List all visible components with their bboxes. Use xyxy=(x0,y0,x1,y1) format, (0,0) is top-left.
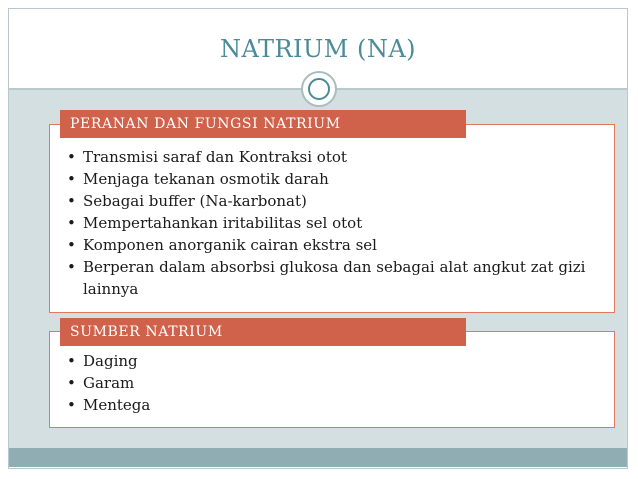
list-item: • Menjaga tekanan osmotik darah xyxy=(65,168,605,190)
list-item: • Berperan dalam absorbsi glukosa dan sebagai alat angkut zat gizi lainnya xyxy=(65,256,605,300)
section-heading-peranan: PERANAN DAN FUNGSI NATRIUM xyxy=(60,110,466,138)
slide-title: NATRIUM (NA) xyxy=(219,35,417,63)
circle-ornament-inner xyxy=(308,78,330,100)
list-item: • Transmisi saraf dan Kontraksi otot xyxy=(65,146,605,168)
list-item: • Komponen anorganik cairan ekstra sel xyxy=(65,234,605,256)
list-item: • Daging xyxy=(65,350,605,372)
section-heading-sumber: SUMBER NATRIUM xyxy=(60,318,466,346)
circle-ornament-icon xyxy=(301,71,337,107)
bottom-bar xyxy=(9,448,627,467)
list-item: • Mentega xyxy=(65,394,605,416)
peranan-list xyxy=(65,146,605,300)
sumber-list xyxy=(65,350,605,416)
list-item: • Sebagai buffer (Na-karbonat) xyxy=(65,190,605,212)
list-item: • Garam xyxy=(65,372,605,394)
list-item: • Mempertahankan iritabilitas sel otot xyxy=(65,212,605,234)
